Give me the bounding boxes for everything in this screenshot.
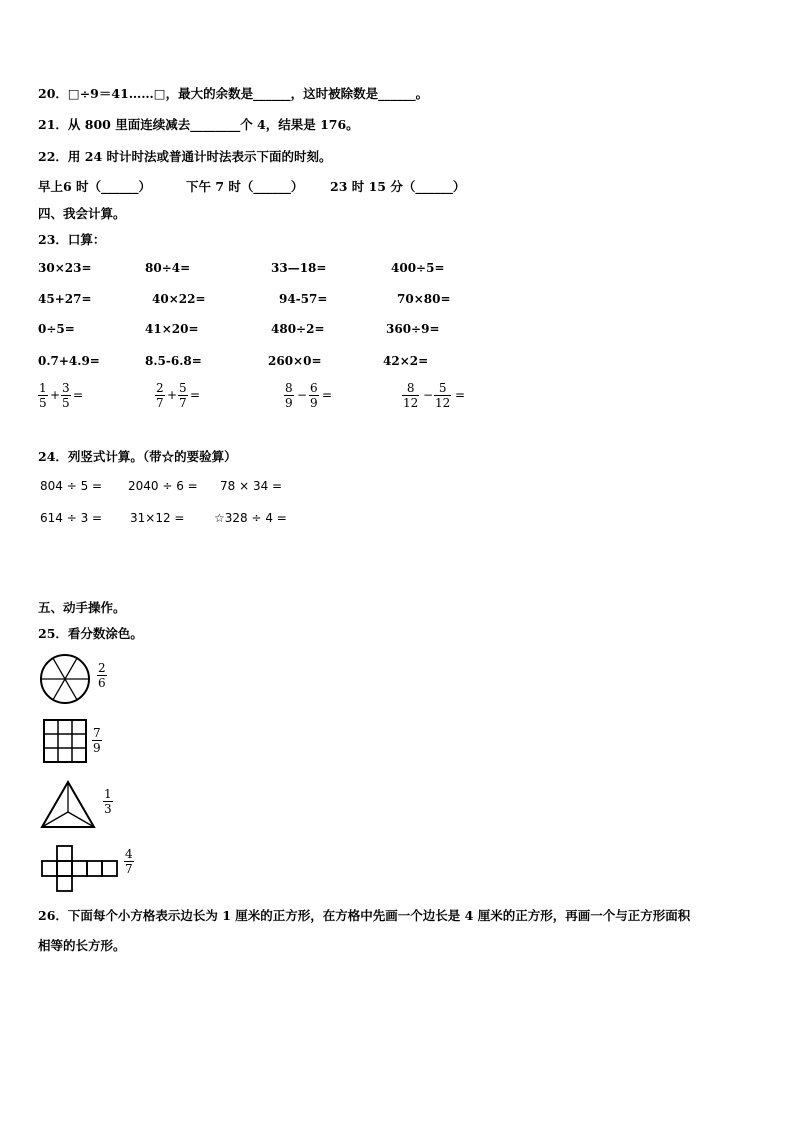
vertical-calc-item: ☆328 ÷ 4 = (214, 511, 287, 525)
calc-cell: 80÷4= (145, 261, 191, 275)
calc-cell: 40×22= (152, 292, 206, 306)
question-23-title: 23．口算： (38, 232, 106, 247)
fraction: 5 7 (179, 381, 187, 410)
circle-six-parts-icon[interactable] (39, 653, 91, 705)
equals-sign: = (322, 388, 333, 402)
vertical-calc-item: 2040 ÷ 6 = (128, 479, 198, 493)
calc-cell: 0÷5= (38, 322, 75, 336)
fraction: 2 7 (156, 381, 164, 410)
fraction: 8 12 (403, 381, 419, 410)
equals-sign: = (73, 388, 84, 402)
equals-sign: = (455, 388, 466, 402)
vertical-calc-item: 614 ÷ 3 = (40, 511, 103, 525)
operator: − (297, 388, 308, 402)
fraction: 6 9 (310, 381, 318, 410)
question-20: 20．□÷9＝41……□，最大的余数是______，这时被除数是______。 (38, 86, 429, 101)
fraction: 1 5 (39, 381, 47, 410)
calc-cell: 33—18= (271, 261, 327, 275)
question-25-title: 25．看分数涂色。 (38, 626, 143, 641)
calc-cell: 42×2= (383, 354, 429, 368)
equals-sign: = (190, 388, 201, 402)
operator: + (167, 388, 178, 402)
operator: − (423, 388, 434, 402)
square-nine-grid-icon[interactable] (43, 719, 87, 763)
calc-cell: 70×80= (397, 292, 451, 306)
triangle-three-parts-icon[interactable] (40, 780, 96, 830)
shape-fraction: 4 7 (125, 847, 133, 876)
calc-cell: 260×0= (268, 354, 322, 368)
calc-cell: 94-57= (279, 292, 328, 306)
calc-cell: 0.7+4.9= (38, 354, 100, 368)
section-4-title: 四、我会计算。 (38, 206, 126, 221)
calc-cell: 45+27= (38, 292, 92, 306)
shape-fraction: 7 9 (93, 726, 101, 755)
vertical-calc-item: 804 ÷ 5 = (40, 479, 103, 493)
question-22: 22．用 24 时计时法或普通计时法表示下面的时刻。 (38, 149, 332, 164)
calc-cell: 400÷5= (391, 261, 445, 275)
question-26-line-2: 相等的长方形。 (38, 938, 126, 953)
q22-item-morning: 早上6 时（______） (38, 179, 152, 194)
calc-cell: 41×20= (145, 322, 199, 336)
cube-net-icon[interactable] (41, 845, 121, 893)
q22-item-night: 23 时 15 分（______） (330, 179, 466, 194)
shape-fraction: 1 3 (104, 787, 112, 816)
calc-cell: 8.5-6.8= (145, 354, 202, 368)
question-26-line-1: 26．下面每个小方格表示边长为 1 厘米的正方形，在方格中先画一个边长是 4 厘米的正方形，再画一个与正方形面积 (38, 908, 691, 923)
fraction: 8 9 (285, 381, 293, 410)
q22-item-evening: 下午 7 时（______） (186, 179, 304, 194)
shape-fraction: 2 6 (98, 661, 106, 690)
calc-cell: 30×23= (38, 261, 92, 275)
vertical-calc-item: 78 × 34 = (220, 479, 283, 493)
question-24-title: 24．列竖式计算。（带☆的要验算） (38, 449, 237, 464)
operator: + (50, 388, 61, 402)
vertical-calc-item: 31×12 = (130, 511, 185, 525)
fraction: 5 12 (435, 381, 451, 410)
question-21: 21．从 800 里面连续减去________个 4，结果是 176。 (38, 117, 359, 132)
fraction: 3 5 (62, 381, 70, 410)
section-5-title: 五、动手操作。 (38, 600, 126, 615)
calc-cell: 480÷2= (271, 322, 325, 336)
calc-cell: 360÷9= (386, 322, 440, 336)
